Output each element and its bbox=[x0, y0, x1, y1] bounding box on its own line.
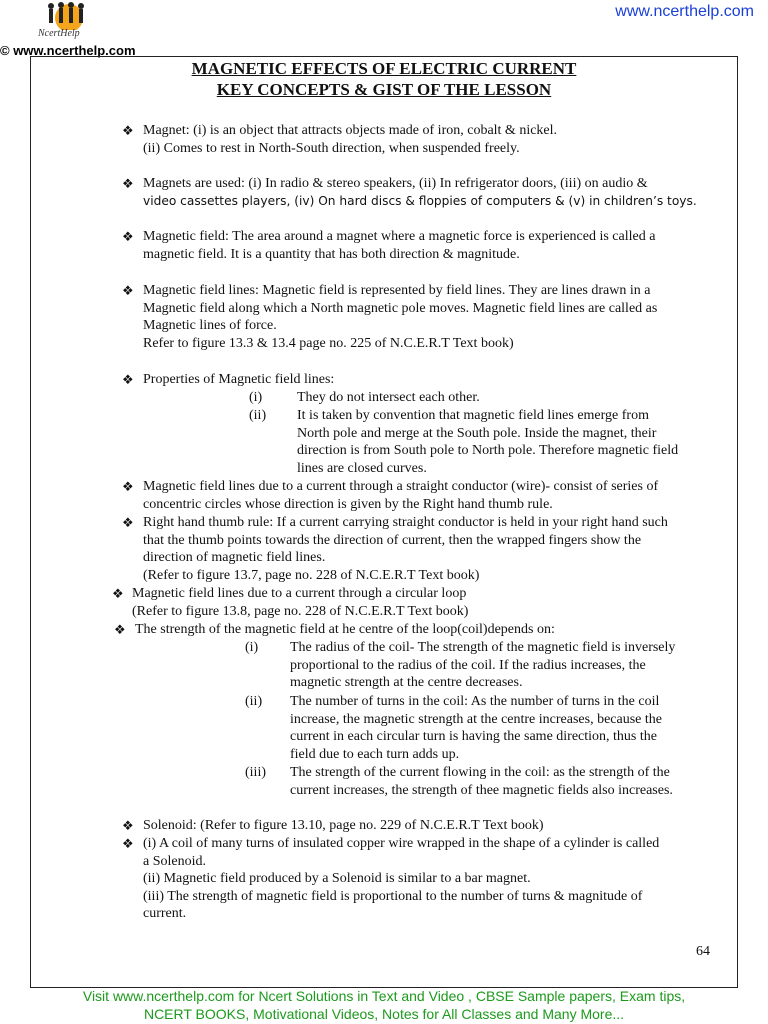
bullet-icon: ❖ bbox=[122, 836, 134, 851]
text-line: Magnetic field lines due to a current through a circular loop bbox=[132, 586, 467, 601]
text-line: direction is from South pole to North pole. Therefore magnetic field bbox=[297, 443, 679, 459]
text-line: a Solenoid. bbox=[143, 853, 206, 869]
text-line: magnetic field. It is a quantity that has both direction & magnitude. bbox=[143, 246, 520, 262]
text-line: The strength of the current flowing in the coil: as the strength of the bbox=[290, 765, 670, 780]
text-line: Magnetic field along which a North magnetic pole moves. Magnetic field lines are called as bbox=[143, 300, 658, 316]
bullet-icon: ❖ bbox=[112, 586, 124, 601]
text-line: North pole and merge at the South pole. Inside the magnet, their bbox=[297, 425, 657, 441]
text-line: current in each circular turn is having the same direction, thus the bbox=[290, 729, 657, 745]
bullet-icon: ❖ bbox=[114, 622, 126, 637]
text-line: Magnetic field lines: Magnetic field is represented by field lines. They are lines drawn in a bbox=[143, 283, 651, 298]
bullet-magnet bbox=[143, 122, 557, 157]
text-line: Magnetic lines of force. bbox=[143, 318, 277, 334]
sub-number: (ii) bbox=[245, 694, 263, 709]
property-item-1: They do not intersect each other. bbox=[297, 390, 480, 405]
sub-number: (i) bbox=[249, 390, 263, 405]
page-number: 64 bbox=[696, 944, 710, 959]
bullet-circular-loop bbox=[132, 585, 468, 620]
page-subtitle: KEY CONCEPTS & GIST OF THE LESSON bbox=[216, 80, 552, 99]
bullet-icon: ❖ bbox=[122, 479, 134, 494]
text-line: that the thumb points towards the direction of current, then the wrapped fingers show the bbox=[143, 532, 642, 548]
bullet-properties-heading: Properties of Magnetic field lines: bbox=[143, 372, 335, 387]
text-line: current increases, the strength of thee magnetic fields also increases. bbox=[290, 782, 673, 798]
page-title: MAGNETIC EFFECTS OF ELECTRIC CURRENT bbox=[191, 59, 577, 78]
text-line: current. bbox=[143, 906, 187, 922]
bullet-icon: ❖ bbox=[122, 176, 134, 191]
sub-number: (ii) bbox=[249, 408, 267, 423]
bullet-magnetic-field bbox=[143, 228, 655, 263]
copyright-notice: © www.ncerthelp.com bbox=[0, 43, 136, 58]
website-link[interactable]: www.ncerthelp.com bbox=[615, 3, 754, 20]
strength-item-1 bbox=[290, 639, 675, 692]
text-line: Magnet: (i) is an object that attracts objects made of iron, cobalt & nickel. bbox=[143, 123, 558, 138]
logo-people-icon bbox=[34, 0, 104, 30]
text-line: Solenoid: (Refer to figure 13.10, page no. 229 of N.C.E.R.T Text book) bbox=[143, 818, 544, 833]
text-line: direction of magnetic field lines. bbox=[143, 550, 326, 566]
bullet-icon: ❖ bbox=[122, 229, 134, 244]
text-line: proportional to the radius of the coil. If the radius increases, the bbox=[290, 657, 646, 673]
sub-number: (i) bbox=[245, 640, 259, 655]
text-line: magnetic strength at the centre decreases. bbox=[290, 675, 523, 691]
text-line: The number of turns in the coil: As the number of turns in the coil bbox=[290, 694, 660, 709]
bullet-icon: ❖ bbox=[122, 372, 134, 387]
text-line: (i) A coil of many turns of insulated copper wire wrapped in the shape of a cylinder is called bbox=[143, 836, 660, 851]
footer-line-1[interactable]: Visit www.ncerthelp.com for Ncert Solutions in Text and Video , CBSE Sample papers, Exam tips, bbox=[82, 988, 686, 1004]
text-line: field due to each turn adds up. bbox=[290, 746, 460, 762]
text-line: video cassettes players, (iv) On hard discs & floppies of computers & (v) in children’s toys. bbox=[143, 193, 697, 208]
text-line: concentric circles whose direction is given by the Right hand thumb rule. bbox=[143, 496, 553, 512]
text-line: Refer to figure 13.3 & 13.4 page no. 225 of N.C.E.R.T Text book) bbox=[143, 335, 514, 351]
logo-text: NcertHelp bbox=[38, 28, 80, 39]
text-line: lines are closed curves. bbox=[297, 460, 427, 476]
text-line: (Refer to figure 13.8, page no. 228 of N.C.E.R.T Text book) bbox=[132, 603, 469, 619]
text-line: Magnetic field lines due to a current through a straight conductor (wire)- consist of series of bbox=[143, 479, 659, 494]
sub-number: (iii) bbox=[245, 765, 266, 780]
text-line: Magnetic field: The area around a magnet where a magnetic force is experienced is called a bbox=[143, 229, 656, 244]
bullet-solenoid-details bbox=[143, 835, 659, 923]
text-line: (Refer to figure 13.7, page no. 228 of N.C.E.R.T Text book) bbox=[143, 567, 480, 583]
text-line: Magnets are used: (i) In radio & stereo speakers, (ii) In refrigerator doors, (iii) on audio & bbox=[143, 176, 648, 191]
bullet-icon: ❖ bbox=[122, 123, 134, 138]
bullet-straight-conductor bbox=[143, 478, 658, 513]
bullet-icon: ❖ bbox=[122, 818, 134, 833]
text-line: The radius of the coil- The strength of the magnetic field is inversely bbox=[290, 640, 676, 655]
bullet-icon: ❖ bbox=[122, 515, 134, 530]
strength-item-3 bbox=[290, 764, 673, 799]
bullet-magnet-uses bbox=[143, 175, 697, 210]
strength-item-2 bbox=[290, 693, 662, 763]
text-line: (ii) Comes to rest in North-South direction, when suspended freely. bbox=[143, 140, 520, 156]
property-item-2 bbox=[297, 407, 678, 477]
text-line: Right hand thumb rule: If a current carrying straight conductor is held in your right hand such bbox=[143, 515, 668, 530]
footer-line-2[interactable]: NCERT BOOKS, Motivational Videos, Notes for All Classes and Many More... bbox=[143, 1006, 625, 1022]
text-line: It is taken by convention that magnetic field lines emerge from bbox=[297, 408, 649, 423]
bullet-solenoid bbox=[143, 817, 544, 835]
text-line: (ii) Magnetic field produced by a Solenoid is similar to a bar magnet. bbox=[143, 871, 531, 887]
bullet-icon: ❖ bbox=[122, 283, 134, 298]
text-line: increase, the magnetic strength at the centre increases, because the bbox=[290, 711, 662, 727]
bullet-thumb-rule bbox=[143, 514, 668, 584]
text-line: (iii) The strength of magnetic field is proportional to the number of turns & magnitude of bbox=[143, 888, 643, 904]
bullet-field-lines bbox=[143, 282, 657, 352]
bullet-strength-heading: The strength of the magnetic field at he centre of the loop(coil)depends on: bbox=[135, 622, 555, 637]
